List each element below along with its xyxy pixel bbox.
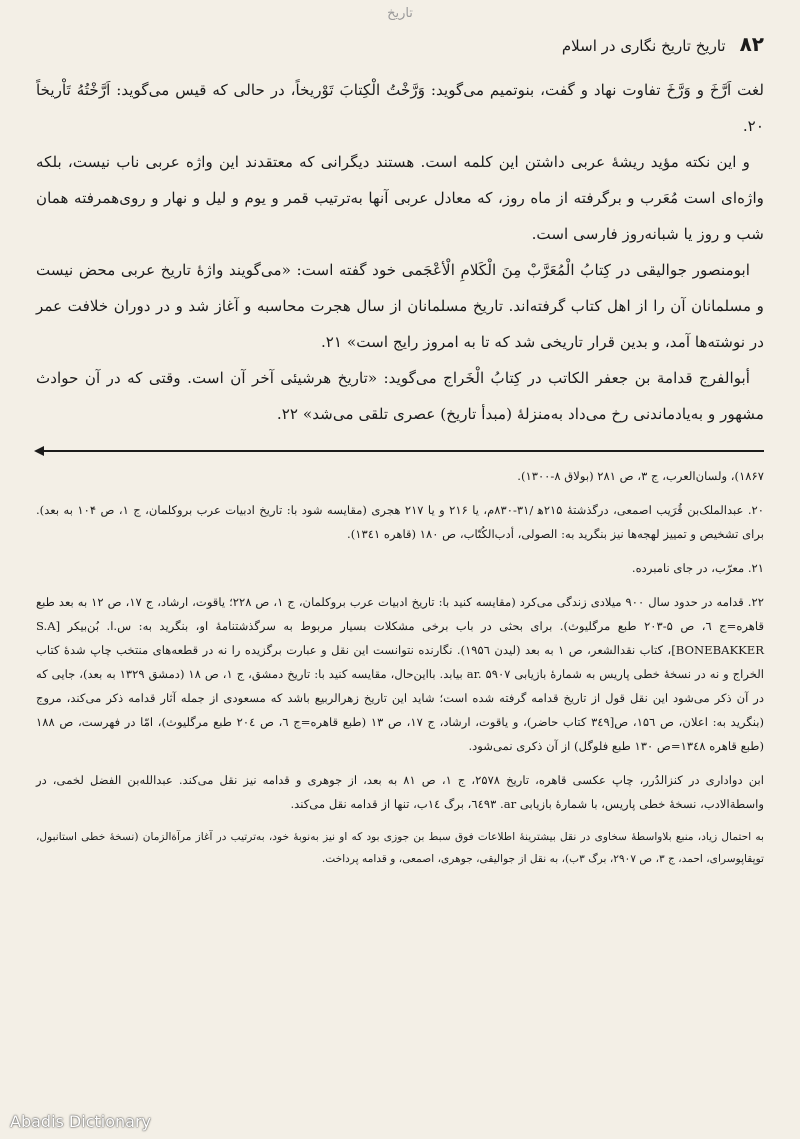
footnote-20: ۲۰. عبدالملک‌بن قُرَیب اصمعی، درگذشتهٔ ۲۱۵ه‍ /۳۱-۸۳۰م، یا ۲۱۶ و یا ۲۱۷ هجری (مقایسه شود با: تاریخ ادبیات عرب بروکلمان، ج ۱، ص ۱۰۴ به بعد). برای تشخیص و تمییز لهجه‌ها نیز بنگرید به: الصولی، أدب‌الکُتّاب، ص ۱۸۰ (قاهره ۱۳٤۱). (36, 503, 765, 541)
paragraph-3: ابومنصور جوالیقی در کِتابُ الْمُعَرَّبْ مِنَ الْکَلامِ الْأعْجَمی خود گفته است: «می‌گویند واژهٔ تاریخ عربی محض نیست و مسلمانان آن را از اهل کتاب گرفته‌اند. تاریخ مسلمانان از سال هجرت محاسبه و آغاز شد و در دوران خلافت عمر در نوشته‌ها آمد، و بدین قرار تاریخی شد که تا به امروز رایج است» ۲۱. (36, 261, 764, 351)
paragraph-4: أبوالفرج قدامة بن جعفر الکاتب در کِتابُ الْخَراج می‌گوید: «تاریخ هرشیئی آخر آن است. وقتی که در آن حوادث مشهور و به‌یادماندنی رخ می‌داد به‌منزلهٔ (مبدأ تاریخ) عصری تلقی می‌شد» ۲۲. (36, 369, 764, 423)
paragraph-2: و این نکته مؤید ریشهٔ عربی داشتن این کلمه است. هستند دیگرانی که معتقدند این واژه عربی ناب نیست، بلکه واژه‌ای است مُعَرب و برگرفته از ماه روز، که معادل عربی آنها به‌ترتیب قمر و یوم و لیل و نهار و روی‌همرفته همان شب و روز یا شبانه‌روز فارسی است. (36, 153, 764, 243)
footnote-separator (36, 450, 764, 452)
footnote-22: ۲۲. قدامه در حدود سال ۹۰۰ میلادی زندگی می‌کرد (مقایسه کنید با: تاریخ ادبیات عرب بروکلمان، ج ۱، ص ۲۲۸؛ یاقوت، ارشاد، ج ۱۷، ص ۱۲ به بعد طبع قاهره=ج ٦، ص ۵-۲۰۳ طبع مرگلیوث). برای بحثی در باب برخی مشکلات بسیار مربوط به سرگذشتنامهٔ او، بنگرید به: س.ا. بُن‌بیکر [S.A BONEBAKKER]، کتاب نقدالشعر، ص ۱ به بعد (لیدن ۱۹۵٦). نگارنده نتوانست این نقل و عبارت برگزیده را نه در قطعه‌های منتخب چاپ شدهٔ کتاب الخراج و نه در نسخهٔ خطی پاریس به شمارهٔ بازیابی ar. ۵۹۰۷ بیابد. بااین‌حال، مقایسه کنید با: تاریخ دمشق، ج ۱، ص ۱۸ (دمشق ۱۳۲۹ به بعد)، جایی که در آن ذکر می‌شود این نقل قول از تاریخ قدامه گرفته شده است؛ شاید این تاریخ زهرالربیع باشد که مسعودی از جمله آثار قدامه ذکر می‌کند، مروج (بنگرید به: اعلان، ص ۱۵٦، ص[۳٤۹ کتاب حاضر)، و یاقوت، ارشاد، ج ۱۷، ص ۱۳ (طبع قاهره=ج ٦، ص ۲۰٤ طبع مرگلیوث)، امّا در فهرست، ص ۱۸۸ (طبع قاهره ۱۳٤۸=ص ۱۳۰ طبع فلوگل) از آن ذکری نمی‌شود. (36, 595, 765, 753)
page-number: ۸۲ (739, 32, 764, 56)
footnote-22-cont-1: ابن دواداری در کنزالدُرر، چاپ عکسی قاهره، تاریخ ۲۵۷۸، ج ۱، ص ۸۱ به بعد، از جوهری و قدامه نیز نقل می‌کند. عبدالله‌بن الفضل لخمی، در واسطة‌الادب، نسخهٔ خطی پاریس، با شمارهٔ بازیابی ar. ٦٤۹۳، برگ ۱٤ب، تنها از قدامه نقل می‌کند. (36, 773, 764, 811)
paragraph-1: لغت اَرَّخَ و وَرَّخَ تفاوت نهاد و گفت، بنوتمیم می‌گوید: وَرَّخْتُ الْکِتابَ تَوْریخاً، در حالی که قیس می‌گوید: اَرَّخْتُهُ تَاْریخاً ۲۰. (36, 81, 764, 135)
main-text (36, 72, 764, 432)
book-page (36, 32, 764, 1132)
footnotes (36, 464, 764, 870)
site-search-term: تاریخ (387, 6, 413, 21)
footnote-continued: ۱۸۶۷)، ولسان‌العرب، ج ۳، ص ۲۸۱ (بولاق ۸-۱۳۰۰). (517, 469, 764, 483)
watermark: Abadis Dictionary (10, 1112, 151, 1131)
footnote-21: ۲۱. معرّب، در جای نامبرده. (631, 561, 764, 575)
running-title: تاریخ تاریخ نگاری در اسلام (561, 37, 726, 55)
footnote-22-cont-2: به احتمال زیاد، منبع بلاواسطهٔ سخاوی در نقل بیشترینهٔ اطلاعات فوق سبط بن جوزی بود که او نیز به‌نوبهٔ خود، به‌ترتیب در آغاز مرآة‌الزمان (نسخهٔ خطی استانبول، توپقاپوسرای، احمد، ج ۳، ص ۲۹۰۷، برگ ۳ب)، به نقل از جوالیقی، جوهری، اصمعی، و قدامه پرداخت. (36, 831, 764, 865)
running-header (36, 32, 764, 62)
